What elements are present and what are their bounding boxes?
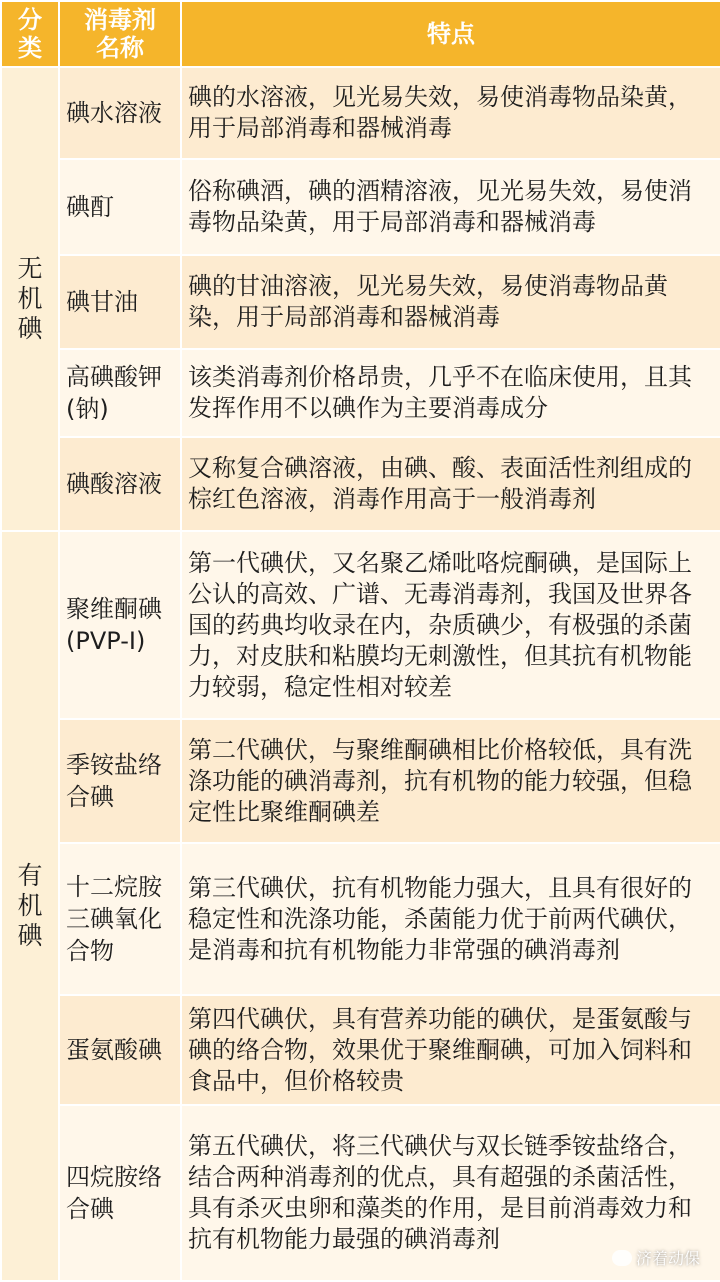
disinfectant-name: 聚维酮碘(PVP-I) — [59, 531, 181, 719]
category-inorganic — [1, 67, 59, 531]
table-row — [1, 67, 720, 159]
disinfectant-name: 季铵盐络合碘 — [59, 719, 181, 843]
watermark — [612, 1246, 700, 1269]
disinfectant-features: 该类消毒剂价格昂贵，几乎不在临床使用，且其发挥作用不以碘作为主要消毒成分 — [181, 349, 720, 437]
disinfectant-features: 第三代碘伏，抗有机物能力强大，且具有很好的稳定性和洗涤功能，杀菌能力优于前两代碘伏，是消毒和抗有机物能力非常强的碘消毒剂 — [181, 843, 720, 995]
table-row — [1, 159, 720, 255]
disinfectant-features: 第一代碘伏，又名聚乙烯吡咯烷酮碘，是国际上公认的高效、广谱、无毒消毒剂，我国及世界各国的药典均收录在内，杂质碘少，有极强的杀菌力，对皮肤和粘膜均无刺激性，但其抗有机物能力较弱，稳定性相对较差 — [181, 531, 720, 719]
disinfectant-name: 碘甘油 — [59, 255, 181, 349]
disinfectant-name: 碘酊 — [59, 159, 181, 255]
disinfectant-name: 高碘酸钾(钠) — [59, 349, 181, 437]
header-features: 特点 — [181, 1, 720, 67]
disinfectant-features: 第四代碘伏，具有营养功能的碘伏，是蛋氨酸与碘的络合物，效果优于聚维酮碘，可加入饲料和食品中，但价格较贵 — [181, 995, 720, 1105]
disinfectant-name: 碘水溶液 — [59, 67, 181, 159]
header-category: 分类 — [1, 1, 59, 67]
disinfectant-name: 四烷胺络合碘 — [59, 1105, 181, 1281]
category-label: 有机碘 — [17, 861, 43, 950]
table-row — [1, 437, 720, 531]
table-row — [1, 255, 720, 349]
table-row — [1, 349, 720, 437]
disinfectant-features: 俗称碘酒，碘的酒精溶液，见光易失效，易使消毒物品染黄，用于局部消毒和器械消毒 — [181, 159, 720, 255]
header-name: 消毒剂名称 — [59, 1, 181, 67]
disinfectant-features: 碘的甘油溶液，见光易失效，易使消毒物品黄染，用于局部消毒和器械消毒 — [181, 255, 720, 349]
disinfectant-name: 碘酸溶液 — [59, 437, 181, 531]
disinfectant-name: 蛋氨酸碘 — [59, 995, 181, 1105]
table-row — [1, 843, 720, 995]
table-row — [1, 531, 720, 719]
category-organic — [1, 531, 59, 1281]
disinfectant-features: 又称复合碘溶液，由碘、酸、表面活性剂组成的棕红色溶液，消毒作用高于一般消毒剂 — [181, 437, 720, 531]
wechat-icon — [612, 1250, 632, 1266]
disinfectant-features: 第二代碘伏，与聚维酮碘相比价格较低，具有洗涤功能的碘消毒剂，抗有机物的能力较强，但稳定性比聚维酮碘差 — [181, 719, 720, 843]
watermark-text: 济着动保 — [635, 1249, 700, 1268]
disinfectant-features: 碘的水溶液，见光易失效，易使消毒物品染黄，用于局部消毒和器械消毒 — [181, 67, 720, 159]
disinfectant-name: 十二烷胺三碘氧化合物 — [59, 843, 181, 995]
category-label: 无机碘 — [17, 254, 43, 343]
disinfectant-features: 第五代碘伏，将三代碘伏与双长链季铵盐络合，结合两种消毒剂的优点，具有超强的杀菌活性，具有杀灭虫卵和藻类的作用，是目前消毒效力和抗有机物能力最强的碘消毒剂 — [181, 1105, 720, 1281]
header-row — [1, 1, 720, 67]
table-row — [1, 719, 720, 843]
table-row — [1, 995, 720, 1105]
